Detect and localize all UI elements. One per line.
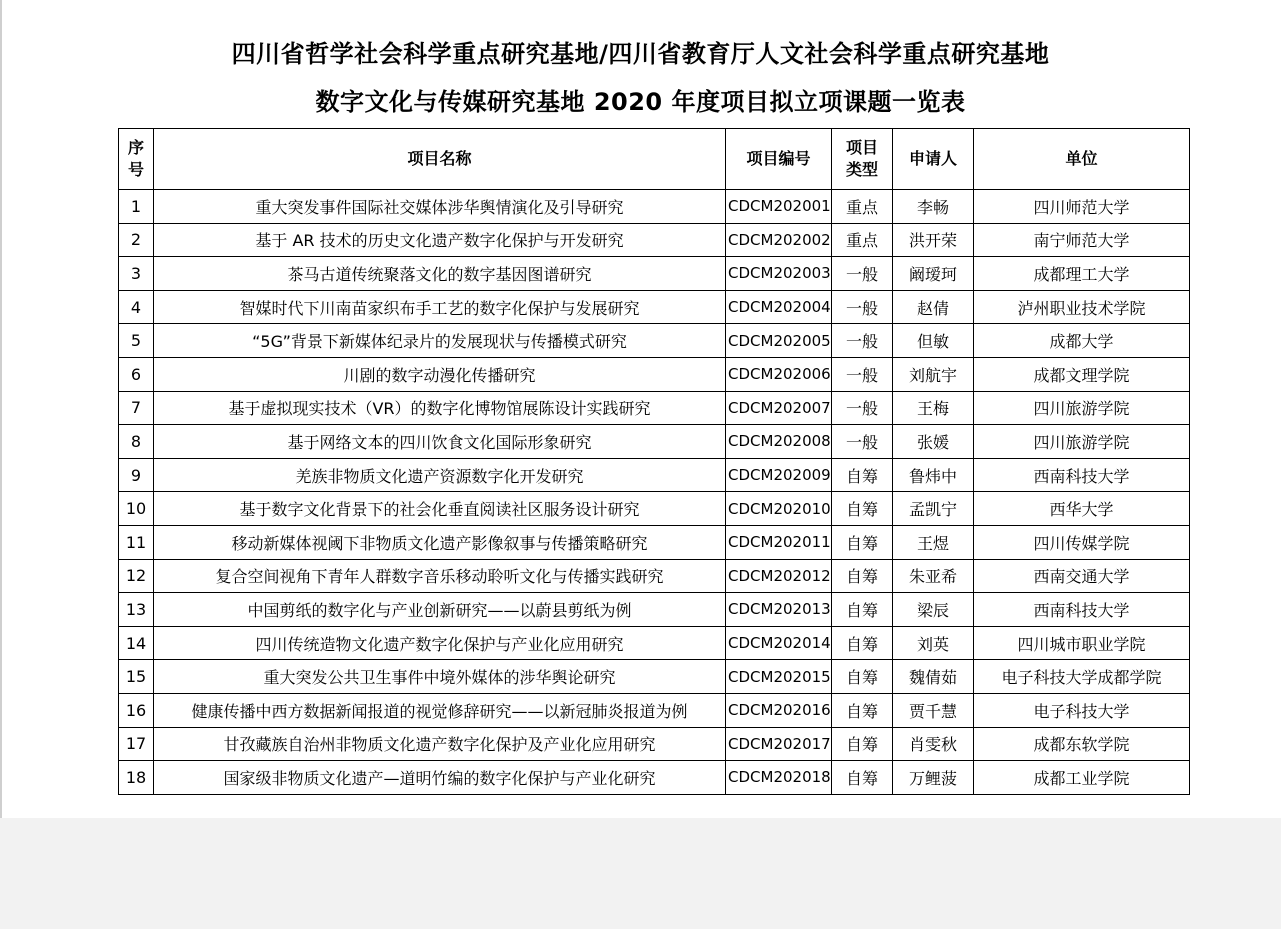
- page-left-edge: [0, 0, 2, 929]
- cell-applicant: 孟凯宁: [893, 492, 974, 526]
- cell-project-name: 川剧的数字动漫化传播研究: [154, 357, 726, 391]
- cell-unit: 四川师范大学: [974, 190, 1190, 224]
- cell-seq: 17: [119, 727, 154, 761]
- cell-seq: 9: [119, 458, 154, 492]
- table-header-row: [119, 129, 1190, 190]
- cell-project-code: CDCM202004: [726, 290, 832, 324]
- document-title-line1: 四川省哲学社会科学重点研究基地/四川省教育厅人文社会科学重点研究基地: [231, 40, 1050, 68]
- cell-project-type: 自筹: [832, 559, 893, 593]
- cell-seq: 14: [119, 626, 154, 660]
- cell-applicant: 鲁炜中: [893, 458, 974, 492]
- cell-project-code: CDCM202015: [726, 660, 832, 694]
- cell-seq: 11: [119, 525, 154, 559]
- cell-project-type: 自筹: [832, 525, 893, 559]
- cell-project-type: 一般: [832, 257, 893, 291]
- cell-project-name: 健康传播中西方数据新闻报道的视觉修辞研究——以新冠肺炎报道为例: [154, 693, 726, 727]
- cell-applicant: 魏倩茹: [893, 660, 974, 694]
- cell-unit: 西南科技大学: [974, 458, 1190, 492]
- cell-project-name: 重大突发事件国际社交媒体涉华舆情演化及引导研究: [154, 190, 726, 224]
- header-project-code: 项目编号: [726, 129, 832, 190]
- cell-project-name: “5G”背景下新媒体纪录片的发展现状与传播模式研究: [154, 324, 726, 358]
- cell-project-type: 一般: [832, 357, 893, 391]
- cell-applicant: 梁辰: [893, 593, 974, 627]
- cell-unit: 成都理工大学: [974, 257, 1190, 291]
- cell-unit: 泸州职业技术学院: [974, 290, 1190, 324]
- cell-project-name: 基于数字文化背景下的社会化垂直阅读社区服务设计研究: [154, 492, 726, 526]
- cell-project-type: 自筹: [832, 727, 893, 761]
- cell-seq: 15: [119, 660, 154, 694]
- cell-project-name: 移动新媒体视阈下非物质文化遗产影像叙事与传播策略研究: [154, 525, 726, 559]
- cell-seq: 7: [119, 391, 154, 425]
- cell-project-code: CDCM202006: [726, 357, 832, 391]
- header-project-type: [832, 129, 893, 190]
- cell-project-name: 甘孜藏族自治州非物质文化遗产数字化保护及产业化应用研究: [154, 727, 726, 761]
- cell-project-type: 重点: [832, 190, 893, 224]
- cell-applicant: 赵倩: [893, 290, 974, 324]
- table-row: [119, 324, 1190, 358]
- cell-project-name: 复合空间视角下青年人群数字音乐移动聆听文化与传播实践研究: [154, 559, 726, 593]
- header-type-line1: 项目: [845, 138, 878, 157]
- cell-project-code: CDCM202007: [726, 391, 832, 425]
- cell-seq: 10: [119, 492, 154, 526]
- cell-applicant: 王梅: [893, 391, 974, 425]
- cell-unit: 西南交通大学: [974, 559, 1190, 593]
- table-row: [119, 593, 1190, 627]
- cell-unit: 成都工业学院: [974, 761, 1190, 795]
- cell-project-code: CDCM202017: [726, 727, 832, 761]
- cell-seq: 18: [119, 761, 154, 795]
- header-applicant: 申请人: [893, 129, 974, 190]
- cell-seq: 12: [119, 559, 154, 593]
- cell-project-name: 国家级非物质文化遗产—道明竹编的数字化保护与产业化研究: [154, 761, 726, 795]
- cell-project-name: 四川传统造物文化遗产数字化保护与产业化应用研究: [154, 626, 726, 660]
- cell-applicant: 万鲤菠: [893, 761, 974, 795]
- cell-project-code: CDCM202001: [726, 190, 832, 224]
- table-row: [119, 190, 1190, 224]
- table-row: [119, 525, 1190, 559]
- cell-applicant: 阚瑷珂: [893, 257, 974, 291]
- cell-applicant: 张媛: [893, 425, 974, 459]
- table-row: [119, 727, 1190, 761]
- cell-seq: 8: [119, 425, 154, 459]
- cell-project-code: CDCM202016: [726, 693, 832, 727]
- cell-project-type: 重点: [832, 223, 893, 257]
- cell-applicant: 朱亚希: [893, 559, 974, 593]
- table-row: [119, 357, 1190, 391]
- header-seq: [119, 129, 154, 190]
- cell-unit: 成都东软学院: [974, 727, 1190, 761]
- cell-unit: 四川传媒学院: [974, 525, 1190, 559]
- cell-project-code: CDCM202018: [726, 761, 832, 795]
- table-row: [119, 425, 1190, 459]
- cell-project-type: 一般: [832, 391, 893, 425]
- cell-project-type: 自筹: [832, 492, 893, 526]
- table-row: [119, 391, 1190, 425]
- cell-applicant: 李畅: [893, 190, 974, 224]
- header-unit: 单位: [974, 129, 1190, 190]
- cell-unit: 西华大学: [974, 492, 1190, 526]
- cell-project-type: 自筹: [832, 626, 893, 660]
- cell-project-code: CDCM202013: [726, 593, 832, 627]
- table-row: [119, 458, 1190, 492]
- cell-project-code: CDCM202014: [726, 626, 832, 660]
- document-title-line2: 数字文化与传媒研究基地 2020 年度项目拟立项课题一览表: [315, 88, 966, 116]
- cell-project-name: 重大突发公共卫生事件中境外媒体的涉华舆论研究: [154, 660, 726, 694]
- cell-project-name: 智媒时代下川南苗家织布手工艺的数字化保护与发展研究: [154, 290, 726, 324]
- cell-unit: 南宁师范大学: [974, 223, 1190, 257]
- table-body: [119, 190, 1190, 795]
- table-row: [119, 492, 1190, 526]
- table-row: [119, 223, 1190, 257]
- cell-applicant: 刘英: [893, 626, 974, 660]
- cell-applicant: 洪开荣: [893, 223, 974, 257]
- cell-project-type: 自筹: [832, 593, 893, 627]
- cell-unit: 电子科技大学成都学院: [974, 660, 1190, 694]
- cell-applicant: 肖雯秋: [893, 727, 974, 761]
- cell-seq: 2: [119, 223, 154, 257]
- cell-project-type: 自筹: [832, 458, 893, 492]
- project-list-table: [118, 128, 1190, 795]
- cell-unit: 四川旅游学院: [974, 391, 1190, 425]
- cell-project-type: 一般: [832, 290, 893, 324]
- cell-project-code: CDCM202003: [726, 257, 832, 291]
- cell-project-code: CDCM202008: [726, 425, 832, 459]
- cell-unit: 成都大学: [974, 324, 1190, 358]
- cell-project-type: 自筹: [832, 761, 893, 795]
- cell-project-name: 羌族非物质文化遗产资源数字化开发研究: [154, 458, 726, 492]
- cell-seq: 16: [119, 693, 154, 727]
- cell-applicant: 贾千慧: [893, 693, 974, 727]
- header-type-line2: 类型: [845, 160, 878, 179]
- cell-project-type: 一般: [832, 425, 893, 459]
- cell-project-name: 茶马古道传统聚落文化的数字基因图谱研究: [154, 257, 726, 291]
- cell-project-name: 基于网络文本的四川饮食文化国际形象研究: [154, 425, 726, 459]
- cell-seq: 6: [119, 357, 154, 391]
- cell-project-name: 基于 AR 技术的历史文化遗产数字化保护与开发研究: [154, 223, 726, 257]
- cell-unit: 成都文理学院: [974, 357, 1190, 391]
- table-row: [119, 257, 1190, 291]
- cell-project-type: 一般: [832, 324, 893, 358]
- cell-project-type: 自筹: [832, 693, 893, 727]
- cell-project-name: 基于虚拟现实技术（VR）的数字化博物馆展陈设计实践研究: [154, 391, 726, 425]
- table-row: [119, 693, 1190, 727]
- table-row: [119, 559, 1190, 593]
- cell-applicant: 但敏: [893, 324, 974, 358]
- table-row: [119, 660, 1190, 694]
- cell-project-code: CDCM202005: [726, 324, 832, 358]
- table-row: [119, 626, 1190, 660]
- cell-project-name: 中国剪纸的数字化与产业创新研究——以蔚县剪纸为例: [154, 593, 726, 627]
- cell-project-code: CDCM202012: [726, 559, 832, 593]
- cell-applicant: 刘航宇: [893, 357, 974, 391]
- cell-project-code: CDCM202002: [726, 223, 832, 257]
- cell-seq: 5: [119, 324, 154, 358]
- table-row: [119, 761, 1190, 795]
- cell-seq: 3: [119, 257, 154, 291]
- header-seq-line1: 序: [127, 138, 144, 157]
- cell-unit: 四川旅游学院: [974, 425, 1190, 459]
- cell-project-code: CDCM202010: [726, 492, 832, 526]
- cell-unit: 四川城市职业学院: [974, 626, 1190, 660]
- cell-project-type: 自筹: [832, 660, 893, 694]
- cell-project-code: CDCM202009: [726, 458, 832, 492]
- cell-seq: 13: [119, 593, 154, 627]
- table-row: [119, 290, 1190, 324]
- cell-unit: 西南科技大学: [974, 593, 1190, 627]
- cell-seq: 1: [119, 190, 154, 224]
- cell-seq: 4: [119, 290, 154, 324]
- cell-unit: 电子科技大学: [974, 693, 1190, 727]
- page-bottom-area: [0, 818, 1281, 929]
- cell-applicant: 王煜: [893, 525, 974, 559]
- header-seq-line2: 号: [127, 160, 144, 179]
- header-project-name: 项目名称: [154, 129, 726, 190]
- cell-project-code: CDCM202011: [726, 525, 832, 559]
